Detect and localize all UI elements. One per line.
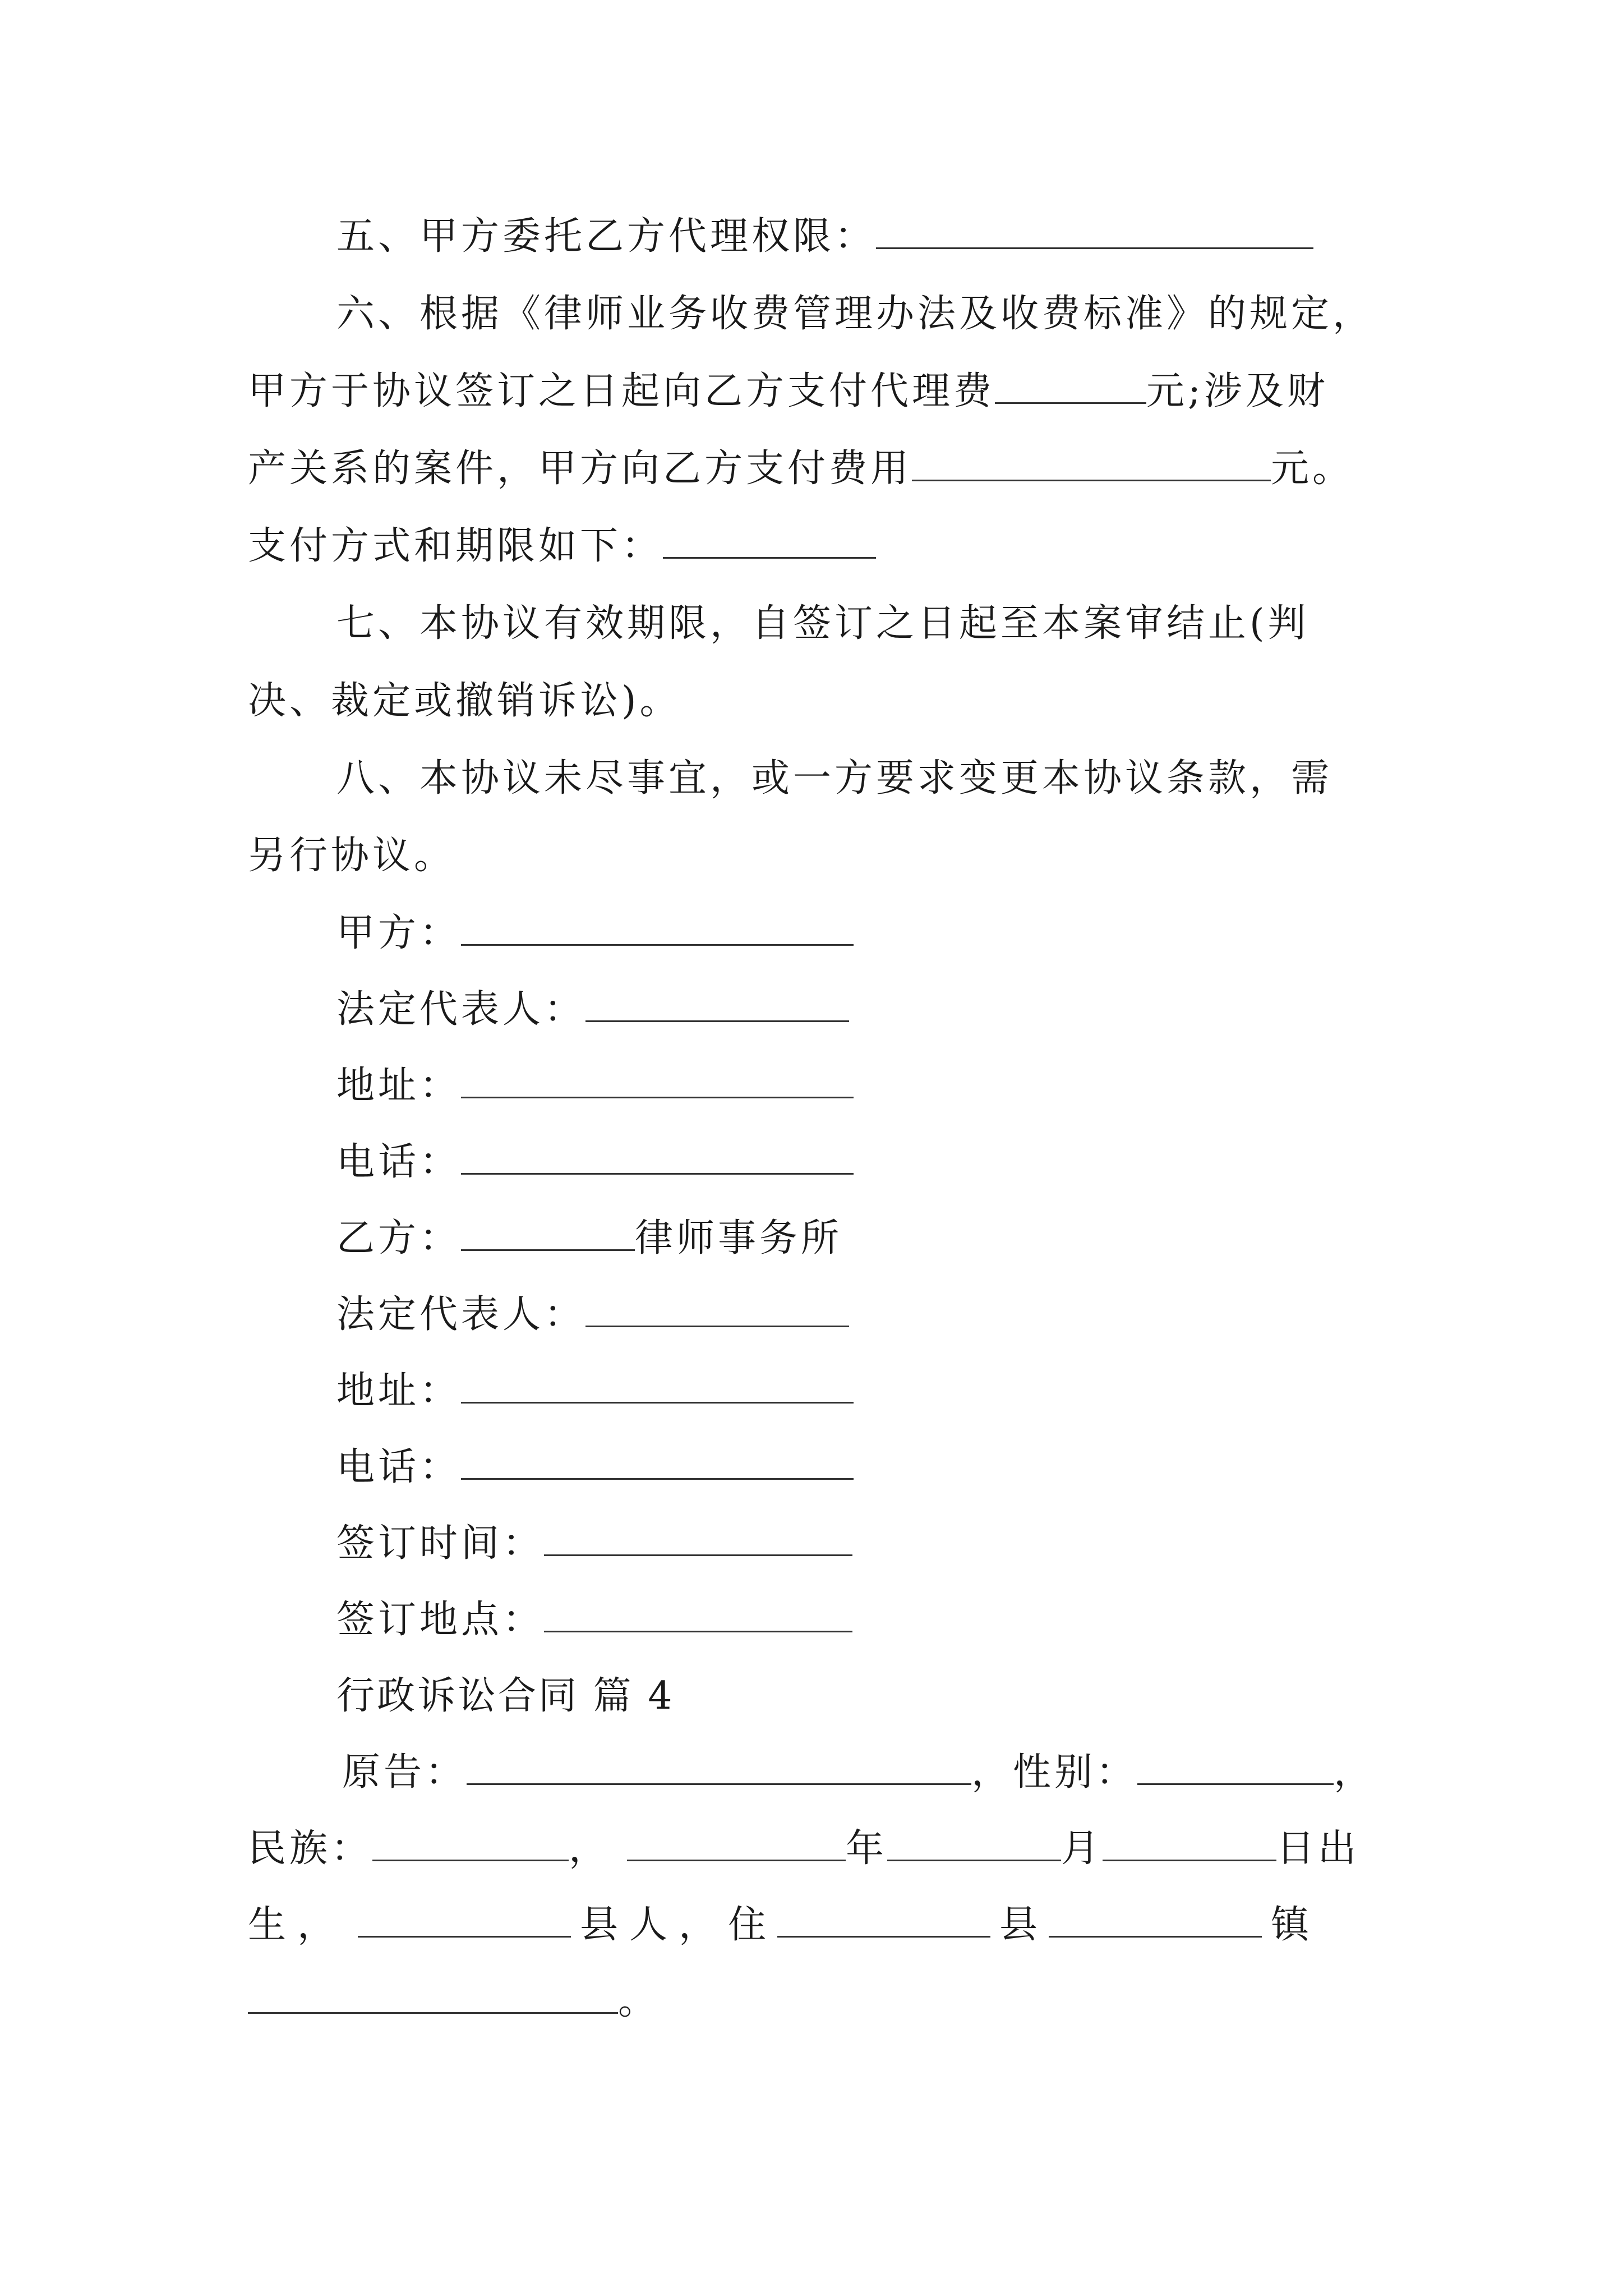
signing-place-blank[interactable] [544, 1596, 852, 1632]
party-a-blank[interactable] [461, 909, 854, 946]
clause-6-text-3b: 元。 [1271, 447, 1354, 491]
party-b-rep-label: 法定代表人： [336, 1292, 586, 1337]
period: 。 [618, 1979, 660, 2023]
authority-blank[interactable] [876, 213, 1313, 249]
ethnicity-label: 民族： [248, 1826, 373, 1871]
signing-place-line [336, 1592, 852, 1648]
residence-county-blank[interactable] [777, 1901, 990, 1938]
party-a-address-label: 地址： [336, 1064, 462, 1108]
clause-6-text-2b: 元;涉及财 [1146, 369, 1329, 413]
clause-7-text-1: 七、本协议有效期限，自签订之日起至本案审结止(判 [336, 601, 1310, 646]
residence-line [248, 1897, 1320, 1953]
residence-label: 住 [728, 1903, 778, 1947]
comma: ， [569, 1826, 611, 1871]
ethnicity-line [248, 1821, 1359, 1877]
clause-8-text-2: 另行协议。 [248, 834, 456, 878]
party-b-address-blank[interactable] [461, 1367, 854, 1404]
birth-year-blank[interactable] [627, 1825, 846, 1861]
born-label: 生， [248, 1903, 347, 1947]
clause-6-line-4 [248, 518, 876, 574]
party-a-rep-blank[interactable] [585, 986, 849, 1022]
clause-6-line-1 [336, 286, 1374, 342]
clause-7-text-2: 决、裁定或撤销诉讼)。 [248, 679, 681, 723]
party-a-phone-line [336, 1134, 854, 1190]
clause-5-text: 五、甲方委托乙方代理权限： [336, 214, 877, 259]
agency-fee-blank[interactable] [995, 367, 1146, 404]
clause-7-line-1 [336, 596, 1310, 652]
party-b-phone-label: 电话： [336, 1445, 462, 1489]
plaintiff-name-blank[interactable] [467, 1749, 971, 1785]
party-b-blank[interactable] [461, 1214, 635, 1251]
section-4-heading-line [336, 1668, 675, 1724]
plaintiff-label: 原告： [342, 1750, 467, 1795]
clause-5-line [336, 209, 1313, 265]
town-label: 镇 [1271, 1903, 1321, 1947]
residence-town-blank[interactable] [1049, 1901, 1262, 1938]
party-b-address-line [336, 1363, 854, 1419]
clause-6-text-3a: 产关系的案件，甲方向乙方支付费用 [248, 447, 912, 491]
address-continuation-line [248, 1973, 660, 2030]
gender-blank[interactable] [1137, 1749, 1334, 1785]
section-4-title: 行政诉讼合同 篇 4 [336, 1674, 675, 1718]
party-b-phone-blank[interactable] [461, 1443, 854, 1480]
party-b-phone-line [336, 1439, 854, 1496]
plaintiff-line [342, 1745, 1375, 1801]
clause-8-line-2 [248, 828, 455, 884]
clause-7-line-2 [248, 673, 681, 729]
signing-time-blank[interactable] [544, 1520, 852, 1556]
signing-time-label: 签订时间： [336, 1521, 545, 1566]
clause-6-text-1: 六、根据《律师业务收费管理办法及收费标准》的规定， [336, 292, 1375, 336]
comma: ， [971, 1750, 1013, 1795]
county-person-label: 县人， [580, 1903, 728, 1947]
party-a-phone-label: 电话： [336, 1140, 462, 1184]
comma: ， [1334, 1750, 1376, 1795]
party-b-label: 乙方： [336, 1216, 462, 1260]
law-firm-suffix: 律师事务所 [635, 1216, 843, 1260]
year-label: 年 [846, 1826, 888, 1871]
clause-6-text-4: 支付方式和期限如下： [248, 524, 663, 568]
clause-6-text-2a: 甲方于协议签订之日起向乙方支付代理费 [248, 369, 995, 413]
county-label: 县 [999, 1903, 1049, 1947]
month-label: 月 [1061, 1826, 1103, 1871]
payment-terms-blank[interactable] [663, 522, 876, 559]
signing-time-line [336, 1516, 852, 1572]
clause-6-line-2 [248, 364, 1329, 420]
birth-day-blank[interactable] [1103, 1825, 1276, 1861]
ethnicity-blank[interactable] [372, 1825, 569, 1861]
party-b-rep-blank[interactable] [585, 1291, 849, 1327]
party-a-address-blank[interactable] [461, 1062, 854, 1098]
party-a-address-line [336, 1058, 854, 1114]
party-a-rep-line [336, 982, 849, 1038]
signing-place-label: 签订地点： [336, 1598, 545, 1642]
clause-6-line-3 [248, 441, 1354, 497]
day-born-label: 日出 [1276, 1826, 1360, 1871]
party-a-label: 甲方： [336, 911, 462, 955]
party-a-rep-label: 法定代表人： [336, 987, 586, 1032]
property-fee-blank[interactable] [912, 445, 1271, 481]
party-b-rep-line [336, 1287, 849, 1343]
party-a-line [336, 905, 854, 961]
party-a-phone-blank[interactable] [461, 1138, 854, 1175]
gender-label: 性别： [1013, 1750, 1138, 1795]
clause-8-text-1: 八、本协议未尽事宜，或一方要求变更本协议条款，需 [336, 756, 1333, 800]
clause-8-line-1 [336, 751, 1332, 807]
party-b-address-label: 地址： [336, 1369, 462, 1413]
party-b-line [336, 1211, 842, 1267]
home-county-blank[interactable] [358, 1901, 571, 1938]
address-detail-blank[interactable] [248, 1977, 618, 2014]
birth-month-blank[interactable] [887, 1825, 1061, 1861]
